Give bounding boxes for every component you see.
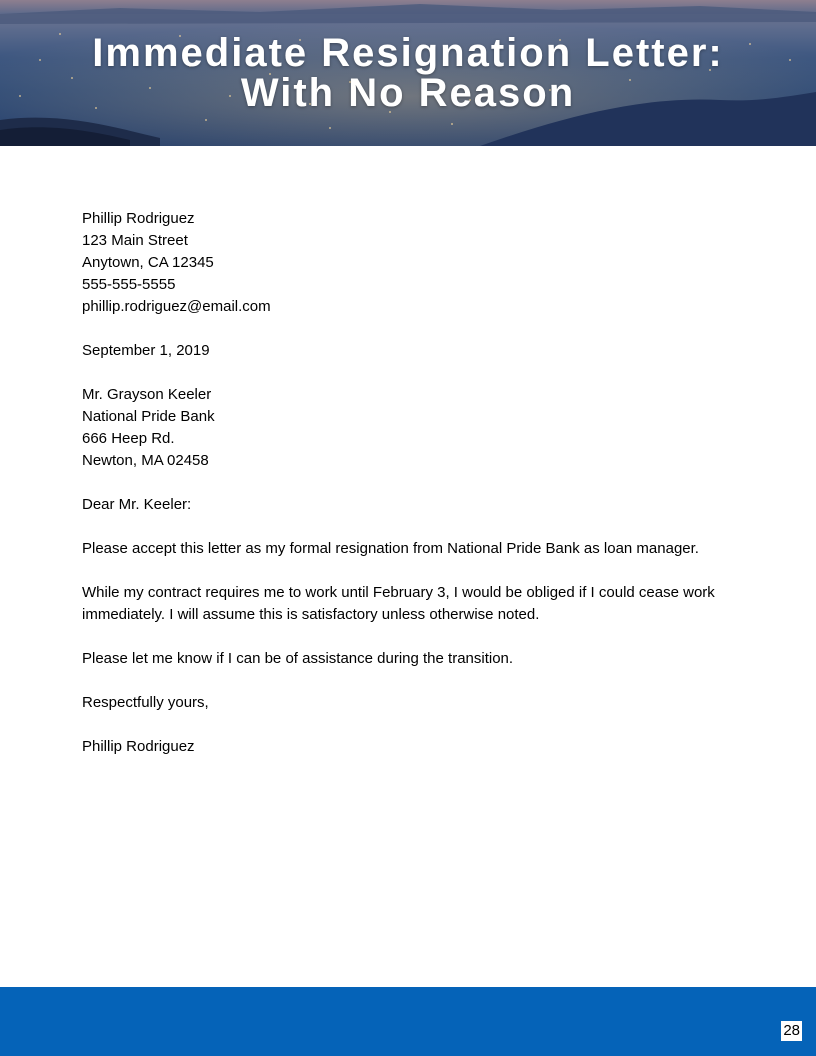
recipient-company: National Pride Bank — [82, 408, 215, 425]
body-paragraph-2: While my contract requires me to work until February 3, I would be obliged if I could cease work immediately. I will assume this is satisfactory unless otherwise noted. — [82, 584, 715, 623]
signature-name: Phillip Rodriguez — [82, 738, 195, 755]
sender-email: phillip.rodriguez@email.com — [82, 298, 271, 315]
letter-date: September 1, 2019 — [82, 342, 210, 359]
recipient-street: 666 Heep Rd. — [82, 430, 175, 447]
sender-city-state-zip: Anytown, CA 12345 — [82, 254, 214, 271]
page-title-line-1: Immediate Resignation Letter: — [92, 31, 724, 75]
recipient-city-state-zip: Newton, MA 02458 — [82, 452, 209, 469]
sender-street: 123 Main Street — [82, 232, 188, 249]
body-paragraph-1: Please accept this letter as my formal resignation from National Pride Bank as loan manager. — [82, 540, 699, 557]
sender-phone: 555-555-5555 — [82, 276, 176, 293]
page-title-line-2: With No Reason — [240, 71, 576, 115]
header-banner — [0, 0, 816, 146]
page-number: 28 — [783, 1022, 800, 1039]
body-paragraph-3: Please let me know if I can be of assistance during the transition. — [82, 650, 514, 667]
page-title — [0, 33, 816, 113]
closing: Respectfully yours, — [82, 694, 209, 711]
recipient-name: Mr. Grayson Keeler — [82, 386, 212, 403]
sender-name: Phillip Rodriguez — [82, 210, 195, 227]
letter-body — [82, 208, 732, 758]
footer-bar — [0, 987, 816, 1056]
salutation: Dear Mr. Keeler: — [82, 496, 192, 513]
